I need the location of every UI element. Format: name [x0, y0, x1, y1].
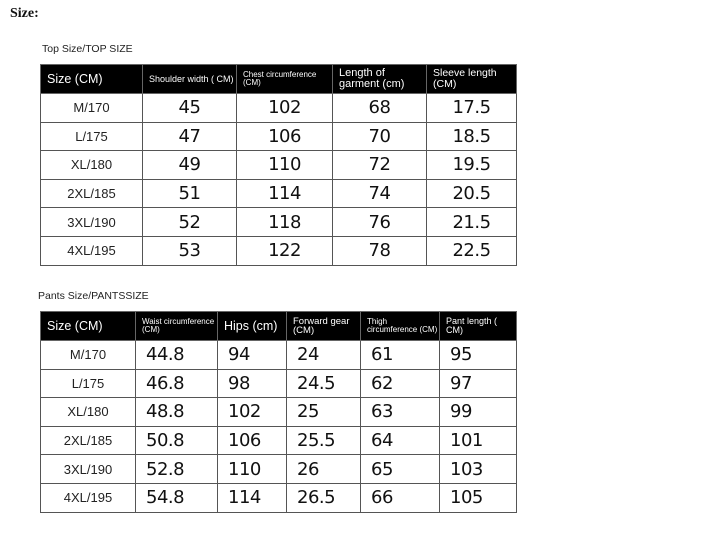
pants-col-forward-gear-header: Forward gear (CM)	[287, 312, 361, 341]
value-cell: 20.5	[427, 179, 517, 208]
value-cell: 52.8	[136, 455, 218, 484]
table-row	[41, 151, 517, 180]
table-row	[41, 483, 517, 512]
top-col-length-header: Length of garment (cm)	[333, 65, 427, 94]
size-cell: XL/180	[41, 151, 143, 180]
value-cell: 63	[361, 398, 440, 427]
value-cell: 26	[287, 455, 361, 484]
value-cell: 61	[361, 341, 440, 370]
pants-col-waist-header: Waist circumference (CM)	[136, 312, 218, 341]
size-cell: 3XL/190	[41, 208, 143, 237]
value-cell: 105	[440, 483, 517, 512]
size-cell: 2XL/185	[41, 426, 136, 455]
value-cell: 25	[287, 398, 361, 427]
value-cell: 22.5	[427, 236, 517, 265]
page-heading: Size:	[10, 6, 39, 21]
pants-header-row	[41, 312, 517, 341]
value-cell: 122	[237, 236, 333, 265]
table-row	[41, 369, 517, 398]
pants-col-thigh-header: Thigh circumference (CM)	[361, 312, 440, 341]
value-cell: 72	[333, 151, 427, 180]
pants-col-pant-length-header: Pant length ( CM)	[440, 312, 517, 341]
size-cell: 3XL/190	[41, 455, 136, 484]
value-cell: 118	[237, 208, 333, 237]
value-cell: 25.5	[287, 426, 361, 455]
table-row	[41, 208, 517, 237]
value-cell: 26.5	[287, 483, 361, 512]
table-row	[41, 94, 517, 123]
top-size-label: Top Size/TOP SIZE	[42, 43, 133, 55]
value-cell: 78	[333, 236, 427, 265]
value-cell: 76	[333, 208, 427, 237]
value-cell: 48.8	[136, 398, 218, 427]
table-row	[41, 455, 517, 484]
top-col-size-header: Size (CM)	[41, 65, 143, 94]
value-cell: 64	[361, 426, 440, 455]
value-cell: 62	[361, 369, 440, 398]
size-cell: 4XL/195	[41, 483, 136, 512]
size-cell: L/175	[41, 122, 143, 151]
size-cell: M/170	[41, 341, 136, 370]
value-cell: 106	[218, 426, 287, 455]
value-cell: 24.5	[287, 369, 361, 398]
value-cell: 103	[440, 455, 517, 484]
pants-col-hips-header: Hips (cm)	[218, 312, 287, 341]
value-cell: 70	[333, 122, 427, 151]
table-row	[41, 398, 517, 427]
value-cell: 97	[440, 369, 517, 398]
value-cell: 46.8	[136, 369, 218, 398]
value-cell: 47	[143, 122, 237, 151]
value-cell: 66	[361, 483, 440, 512]
value-cell: 102	[218, 398, 287, 427]
pants-col-size-header: Size (CM)	[41, 312, 136, 341]
size-cell: M/170	[41, 94, 143, 123]
pants-size-label: Pants Size/PANTSSIZE	[38, 290, 149, 302]
table-row	[41, 179, 517, 208]
value-cell: 45	[143, 94, 237, 123]
value-cell: 24	[287, 341, 361, 370]
value-cell: 68	[333, 94, 427, 123]
top-col-sleeve-header: Sleeve length (CM)	[427, 65, 517, 94]
value-cell: 99	[440, 398, 517, 427]
value-cell: 114	[237, 179, 333, 208]
top-col-chest-header: Chest circumference (CM)	[237, 65, 333, 94]
value-cell: 74	[333, 179, 427, 208]
top-size-table	[40, 64, 517, 266]
value-cell: 17.5	[427, 94, 517, 123]
value-cell: 53	[143, 236, 237, 265]
value-cell: 54.8	[136, 483, 218, 512]
size-cell: 2XL/185	[41, 179, 143, 208]
value-cell: 95	[440, 341, 517, 370]
value-cell: 101	[440, 426, 517, 455]
value-cell: 110	[218, 455, 287, 484]
table-row	[41, 341, 517, 370]
size-cell: XL/180	[41, 398, 136, 427]
value-cell: 19.5	[427, 151, 517, 180]
value-cell: 114	[218, 483, 287, 512]
value-cell: 18.5	[427, 122, 517, 151]
value-cell: 44.8	[136, 341, 218, 370]
value-cell: 49	[143, 151, 237, 180]
top-col-shoulder-header: Shoulder width ( CM)	[143, 65, 237, 94]
table-row	[41, 426, 517, 455]
value-cell: 98	[218, 369, 287, 398]
value-cell: 106	[237, 122, 333, 151]
size-cell: 4XL/195	[41, 236, 143, 265]
table-row	[41, 122, 517, 151]
value-cell: 110	[237, 151, 333, 180]
pants-size-table	[40, 311, 517, 513]
table-row	[41, 236, 517, 265]
value-cell: 65	[361, 455, 440, 484]
size-cell: L/175	[41, 369, 136, 398]
top-header-row	[41, 65, 517, 94]
value-cell: 50.8	[136, 426, 218, 455]
value-cell: 21.5	[427, 208, 517, 237]
value-cell: 102	[237, 94, 333, 123]
value-cell: 52	[143, 208, 237, 237]
value-cell: 94	[218, 341, 287, 370]
value-cell: 51	[143, 179, 237, 208]
